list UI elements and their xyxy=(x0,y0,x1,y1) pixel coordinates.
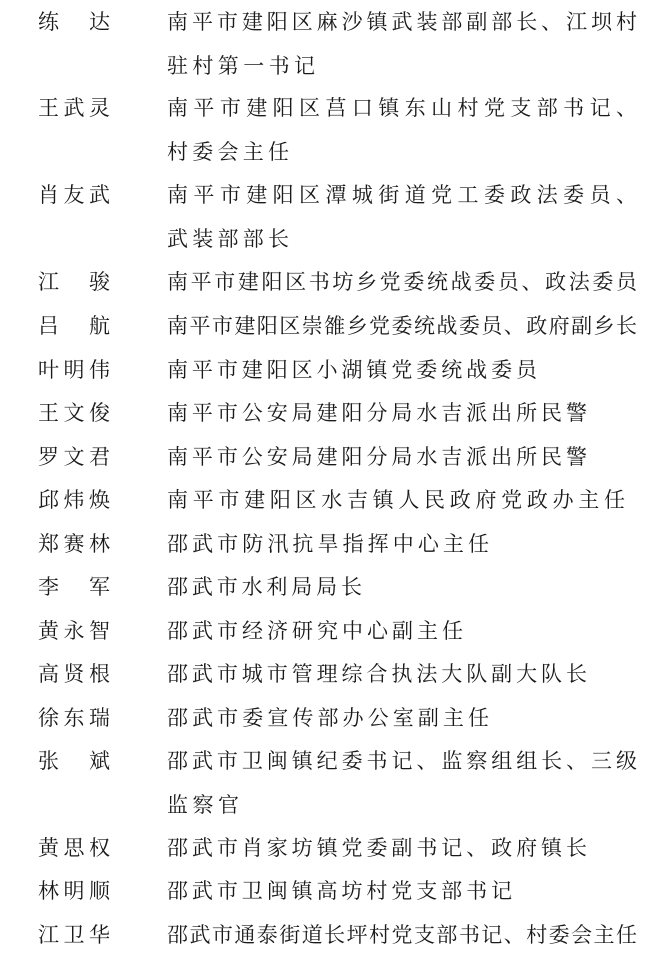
position-line: 南平市建阳区麻沙镇武装部副部长、江坝村 xyxy=(167,10,637,34)
position-line: 邵武市卫闽镇高坊村党支部书记 xyxy=(167,879,512,903)
position-line: 南平市建阳区书坊乡党委统战委员、政法委员 xyxy=(167,270,637,294)
list-item xyxy=(0,609,660,653)
position-title xyxy=(167,478,637,522)
person-name: 王文俊 xyxy=(38,401,110,425)
list-item xyxy=(0,652,660,696)
person-name: 邱炜焕 xyxy=(38,488,110,512)
person-name: 林明顺 xyxy=(38,879,110,903)
person-name: 江卫华 xyxy=(38,923,110,947)
position-title xyxy=(167,696,637,740)
position-title xyxy=(167,869,637,913)
position-line: 南平市建阳区水吉镇人民政府党政办主任 xyxy=(167,488,625,512)
person-name: 郑赛林 xyxy=(38,532,110,556)
person-name: 高贤根 xyxy=(38,662,110,686)
list-item xyxy=(0,478,660,522)
position-title xyxy=(167,565,637,609)
position-line: 南平市建阳区小湖镇党委统战委员 xyxy=(167,358,537,382)
list-item xyxy=(0,696,660,740)
position-line: 邵武市水利局局长 xyxy=(167,575,362,599)
list-item xyxy=(0,565,660,609)
list-item xyxy=(0,869,660,913)
position-line: 邵武市通泰街道长坪村党支部书记、村委会主任 xyxy=(167,923,637,947)
position-line: 邵武市卫闽镇纪委书记、监察组组长、三级 xyxy=(167,749,637,773)
position-title xyxy=(167,391,637,435)
person-name: 练 达 xyxy=(38,10,110,34)
position-title xyxy=(167,0,637,88)
list-item xyxy=(0,348,660,392)
position-line: 南平市公安局建阳分局水吉派出所民警 xyxy=(167,445,587,469)
list-item xyxy=(0,739,660,827)
position-line: 南平市建阳区莒口镇东山村党支部书记、 xyxy=(167,96,637,120)
position-line: 驻村第一书记 xyxy=(167,54,315,78)
position-line: 邵武市肖家坊镇党委副书记、政府镇长 xyxy=(167,836,587,860)
list-item xyxy=(0,0,660,88)
list-item xyxy=(0,913,660,957)
position-title xyxy=(167,739,637,827)
position-title xyxy=(167,435,637,479)
position-title xyxy=(167,304,637,348)
list-item xyxy=(0,826,660,870)
position-line: 南平市公安局建阳分局水吉派出所民警 xyxy=(167,401,587,425)
position-line: 武装部部长 xyxy=(167,227,289,251)
list-item xyxy=(0,522,660,566)
list-item xyxy=(0,260,660,304)
person-name: 黄思权 xyxy=(38,836,110,860)
position-title xyxy=(167,173,637,261)
position-title xyxy=(167,86,637,174)
position-line: 邵武市城市管理综合执法大队副大队长 xyxy=(167,662,587,686)
person-name: 罗文君 xyxy=(38,445,110,469)
person-name: 吕 航 xyxy=(38,314,110,338)
person-name: 江 骏 xyxy=(38,270,110,294)
list-item xyxy=(0,86,660,174)
position-title xyxy=(167,348,637,392)
person-name: 黄永智 xyxy=(38,619,110,643)
list-item xyxy=(0,391,660,435)
position-line: 南平市建阳区潭城街道党工委政法委员、 xyxy=(167,183,637,207)
position-title xyxy=(167,652,637,696)
position-line: 南平市建阳区崇雒乡党委统战委员、政府副乡长 xyxy=(167,314,637,338)
person-name: 徐东瑞 xyxy=(38,706,110,730)
position-line: 村委会主任 xyxy=(167,140,289,164)
position-line: 邵武市防汛抗旱指挥中心主任 xyxy=(167,532,489,556)
position-title xyxy=(167,609,637,653)
person-name: 王武灵 xyxy=(38,96,110,120)
list-item xyxy=(0,173,660,261)
position-line: 监察官 xyxy=(167,793,239,817)
position-title xyxy=(167,260,637,304)
person-name: 叶明伟 xyxy=(38,358,110,382)
person-name: 张 斌 xyxy=(38,749,110,773)
list-item xyxy=(0,304,660,348)
position-title xyxy=(167,826,637,870)
position-title xyxy=(167,913,637,957)
position-line: 邵武市经济研究中心副主任 xyxy=(167,619,463,643)
person-name: 肖友武 xyxy=(38,183,110,207)
position-line: 邵武市委宣传部办公室副主任 xyxy=(167,706,489,730)
person-name: 李 军 xyxy=(38,575,110,599)
list-item xyxy=(0,435,660,479)
position-title xyxy=(167,522,637,566)
